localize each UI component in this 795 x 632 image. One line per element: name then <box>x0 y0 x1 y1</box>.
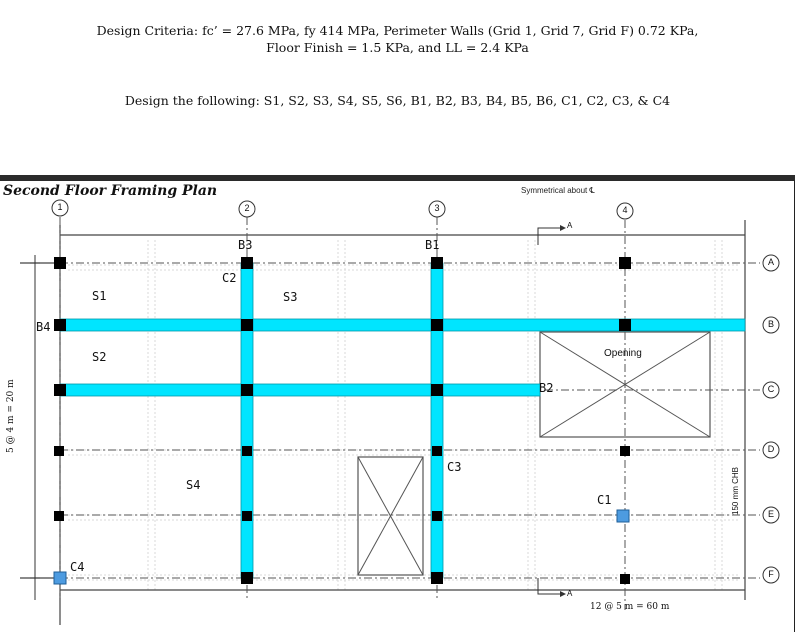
grid-label-a: A <box>767 257 774 267</box>
grid-label-b: B <box>767 319 774 329</box>
outline <box>20 220 745 625</box>
wall-note: 150 mm CHB <box>731 466 740 515</box>
column-c1 <box>617 510 629 522</box>
grid-row-lines <box>60 263 760 578</box>
plan-title: Second Floor Framing Plan <box>3 183 218 199</box>
grid-label-f: F <box>768 569 774 579</box>
beams <box>60 263 745 578</box>
beam-col-2 <box>241 263 253 578</box>
slab-label-s4: S4 <box>186 478 201 492</box>
design-list: Design the following: S1, S2, S3, S4, S5, S6, B1, B2, B3, B4, B5, B6, C1, C2, C3, & C4 <box>124 93 671 108</box>
section-label-bottom: A <box>567 589 573 598</box>
grid-label-3: 3 <box>434 203 440 213</box>
criteria-line-1: Design Criteria: fc’ = 27.6 MPa, fy 414 MPa, Perimeter Walls (Grid 1, Grid 7, Grid F) 0.72 KPa, <box>96 23 699 38</box>
opening-label: Opening <box>604 348 642 359</box>
column-label-c4: C4 <box>70 560 85 574</box>
columns <box>54 257 631 584</box>
column-label-c2: C2 <box>222 271 237 285</box>
secondary-grid <box>68 240 740 590</box>
symmetry-note: Symmetrical about ℄ <box>521 186 595 195</box>
grid-label-d: D <box>767 444 775 454</box>
slab-label-s3: S3 <box>283 290 298 304</box>
section-mark-top <box>538 228 560 245</box>
dimension-ticks <box>30 255 40 600</box>
column-label-c3: C3 <box>447 460 462 474</box>
beam-label-b2: B2 <box>539 381 554 395</box>
grid-label-e: E <box>767 509 774 519</box>
beam-row-c <box>60 384 540 396</box>
beam-row-b <box>60 319 745 331</box>
grid-label-c: C <box>767 384 775 394</box>
slab-label-s1: S1 <box>92 289 107 303</box>
section-arrow-top <box>560 225 566 231</box>
horizontal-dimension: 12 @ 5 m = 60 m <box>590 602 670 612</box>
criteria-line-2: Floor Finish = 1.5 KPa, and LL = 2.4 KPa <box>266 40 529 55</box>
section-label-top: A <box>567 221 573 230</box>
section-arrow-bottom <box>560 591 566 597</box>
column-c4 <box>54 572 66 584</box>
column-label-c1: C1 <box>597 493 612 507</box>
grid-label-1: 1 <box>57 202 63 212</box>
slab-label-s2: S2 <box>92 350 107 364</box>
beam-label-b1: B1 <box>425 238 440 252</box>
plan-top-border <box>0 175 795 181</box>
beam-label-b3: B3 <box>238 238 253 252</box>
vertical-dimension: 5 @ 4 m = 20 m <box>6 379 16 453</box>
grid-label-2: 2 <box>244 203 250 213</box>
beam-label-b4: B4 <box>36 320 51 334</box>
beam-col-3 <box>431 263 443 578</box>
grid-label-4: 4 <box>622 205 628 215</box>
